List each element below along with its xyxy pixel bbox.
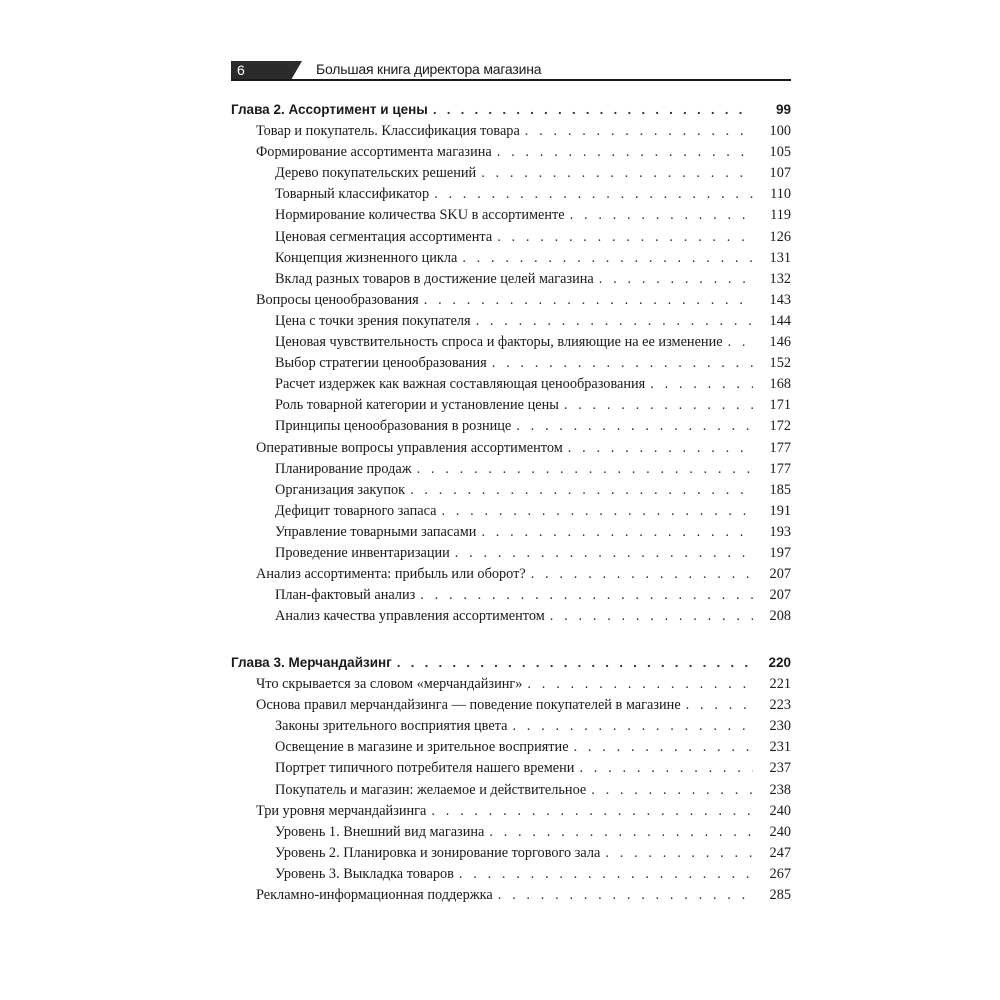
dot-leader [497, 229, 753, 246]
toc-entry-title: Вопросы ценообразования [256, 292, 424, 309]
toc-entry-title: Рекламно-информационная поддержка [256, 887, 498, 904]
toc-entry-title: Концепция жизненного цикла [275, 250, 462, 267]
toc-entry-page: 143 [769, 291, 791, 308]
toc-entry-page: 171 [769, 397, 791, 414]
toc-entry-page: 110 [770, 186, 791, 203]
toc-entry-page: 221 [769, 676, 791, 693]
toc-entry-title: Планирование продаж [275, 461, 417, 478]
dot-leader [441, 503, 753, 520]
toc-entry-page: 105 [769, 144, 791, 161]
dot-leader [498, 887, 753, 904]
toc-section [231, 676, 791, 697]
toc-entry-title: Цена с точки зрения покупателя [275, 313, 476, 330]
dot-leader [579, 760, 753, 777]
dot-leader [650, 376, 753, 393]
toc-entry-page: 107 [769, 165, 791, 182]
toc-entry-title: Формирование ассортимента магазина [256, 144, 497, 161]
toc-subsection [231, 461, 791, 482]
dot-leader [728, 334, 753, 351]
dot-leader [605, 845, 753, 862]
dot-leader [527, 676, 753, 693]
toc-section [231, 292, 791, 313]
toc-entry-title: Управление товарными запасами [275, 524, 481, 541]
toc-entry-page: 197 [769, 544, 791, 561]
toc-entry-page: 267 [769, 865, 791, 882]
dot-leader [591, 782, 753, 799]
dot-leader [599, 271, 753, 288]
toc-subsection [231, 545, 791, 566]
toc-section [231, 697, 791, 718]
toc-entry-title: Три уровня мерчандайзинга [256, 803, 431, 820]
toc-subsection [231, 355, 791, 376]
toc-entry-title: Проведение инвентаризации [275, 545, 455, 562]
toc-subsection [231, 207, 791, 228]
toc-entry-title: Покупатель и магазин: желаемое и действительное [275, 782, 591, 799]
toc-entry-title: Товарный классификатор [275, 186, 434, 203]
toc-section [231, 144, 791, 165]
toc-entry-page: 146 [769, 334, 791, 351]
dot-leader [433, 102, 753, 117]
toc-subsection [231, 587, 791, 608]
toc-entry-page: 152 [769, 355, 791, 372]
toc-subsection [231, 186, 791, 207]
toc-entry-page: 230 [769, 718, 791, 735]
toc-entry-title: Глава 2. Ассортимент и цены [231, 102, 433, 117]
dot-leader [574, 739, 753, 756]
toc-subsection [231, 608, 791, 629]
toc-entry-page: 220 [768, 655, 791, 670]
toc-subsection [231, 397, 791, 418]
toc-entry-title: Дерево покупательских решений [275, 165, 481, 182]
toc-entry-page: 223 [769, 697, 791, 714]
toc-entry-page: 191 [769, 502, 791, 519]
toc-entry-page: 208 [769, 608, 791, 625]
page-header [231, 61, 791, 81]
toc-entry-page: 240 [769, 823, 791, 840]
toc-entry-title: Роль товарной категории и установление цены [275, 397, 564, 414]
dot-leader [420, 587, 753, 604]
toc-subsection [231, 782, 791, 803]
toc-subsection [231, 229, 791, 250]
toc-entry-title: Оперативные вопросы управления ассортиментом [256, 440, 568, 457]
dot-leader [489, 824, 753, 841]
toc-subsection [231, 845, 791, 866]
toc-entry-page: 207 [769, 587, 791, 604]
toc-subsection [231, 503, 791, 524]
dot-leader [497, 144, 753, 161]
toc-entry-title: Анализ качества управления ассортиментом [275, 608, 550, 625]
toc-subsection [231, 271, 791, 292]
toc-entry-title: Организация закупок [275, 482, 410, 499]
toc-subsection [231, 482, 791, 503]
toc-section [231, 123, 791, 144]
dot-leader [462, 250, 753, 267]
dot-leader [459, 866, 753, 883]
toc-entry-title: Товар и покупатель. Классификация товара [256, 123, 525, 140]
toc-entry-page: 126 [769, 228, 791, 245]
toc-entry-title: Основа правил мерчандайзинга — поведение покупателей в магазине [256, 697, 686, 714]
toc-entry-title: Ценовая чувствительность спроса и факторы, влияющие на ее изменение [275, 334, 728, 351]
toc-entry-page: 207 [769, 566, 791, 583]
toc-subsection [231, 376, 791, 397]
toc-section [231, 440, 791, 461]
toc-section [231, 566, 791, 587]
toc-entry-title: Освещение в магазине и зрительное восприятие [275, 739, 574, 756]
toc-entry-title: Глава 3. Мерчандайзинг [231, 655, 397, 670]
toc-entry-title: Уровень 2. Планировка и зонирование торгового зала [275, 845, 605, 862]
toc-subsection [231, 760, 791, 781]
toc-entry-title: Что скрывается за словом «мерчандайзинг» [256, 676, 527, 693]
toc-subsection [231, 866, 791, 887]
toc-chapter-3 [231, 655, 791, 908]
toc-entry-title: Нормирование количества SKU в ассортименте [275, 207, 570, 224]
toc-subsection [231, 250, 791, 271]
dot-leader [476, 313, 753, 330]
running-title: Большая книга директора магазина [316, 61, 542, 77]
toc-entry-title: Принципы ценообразования в рознице [275, 418, 516, 435]
toc-entry-page: 99 [775, 102, 791, 117]
toc-entry-title: Вклад разных товаров в достижение целей магазина [275, 271, 599, 288]
dot-leader [397, 655, 753, 670]
toc-section [231, 887, 791, 908]
toc-subsection [231, 165, 791, 186]
toc-entry-page: 119 [770, 207, 791, 224]
dot-leader [564, 397, 753, 414]
toc-entry-title: Уровень 3. Выкладка товаров [275, 866, 459, 883]
toc-entry-page: 237 [769, 760, 791, 777]
toc-entry-title: Уровень 1. Внешний вид магазина [275, 824, 489, 841]
toc-entry-page: 193 [769, 523, 791, 540]
toc-entry-page: 100 [769, 123, 791, 140]
header-rule [231, 79, 791, 81]
toc-entry-page: 131 [769, 249, 791, 266]
dot-leader [424, 292, 753, 309]
dot-leader [570, 207, 753, 224]
toc-entry-page: 177 [769, 460, 791, 477]
toc-entry-title: Законы зрительного восприятия цвета [275, 718, 512, 735]
toc-entry-title: Дефицит товарного запаса [275, 503, 441, 520]
toc-entry-page: 247 [769, 844, 791, 861]
chapter-heading [231, 102, 791, 123]
toc-entry-title: План-фактовый анализ [275, 587, 420, 604]
toc-subsection [231, 739, 791, 760]
dot-leader [431, 803, 753, 820]
dot-leader [516, 418, 753, 435]
toc-entry-title: Ценовая сегментация ассортимента [275, 229, 497, 246]
dot-leader [434, 186, 753, 203]
dot-leader [492, 355, 753, 372]
toc-entry-title: Выбор стратегии ценообразования [275, 355, 492, 372]
toc-entry-page: 231 [769, 739, 791, 756]
dot-leader [417, 461, 753, 478]
dot-leader [531, 566, 753, 583]
toc-entry-page: 144 [769, 312, 791, 329]
dot-leader [410, 482, 753, 499]
toc-subsection [231, 524, 791, 545]
toc-entry-page: 172 [769, 418, 791, 435]
toc-subsection [231, 418, 791, 439]
toc-entry-page: 285 [769, 887, 791, 904]
toc-entry-title: Портрет типичного потребителя нашего времени [275, 760, 579, 777]
toc-entry-title: Анализ ассортимента: прибыль или оборот? [256, 566, 531, 583]
dot-leader [568, 440, 753, 457]
toc-entry-title: Расчет издержек как важная составляющая ценообразования [275, 376, 650, 393]
toc-subsection [231, 718, 791, 739]
toc-chapter-2 [231, 102, 791, 629]
page-number: 6 [231, 61, 291, 80]
toc-entry-page: 132 [769, 270, 791, 287]
toc-entry-page: 185 [769, 481, 791, 498]
dot-leader [481, 524, 753, 541]
toc-entry-page: 168 [769, 376, 791, 393]
dot-leader [512, 718, 753, 735]
toc-subsection [231, 334, 791, 355]
toc-entry-page: 177 [769, 439, 791, 456]
dot-leader [455, 545, 753, 562]
chapter-heading [231, 655, 791, 676]
toc-subsection [231, 824, 791, 845]
toc-subsection [231, 313, 791, 334]
dot-leader [550, 608, 753, 625]
toc-section [231, 803, 791, 824]
toc-entry-page: 240 [769, 802, 791, 819]
dot-leader [481, 165, 753, 182]
dot-leader [686, 697, 753, 714]
dot-leader [525, 123, 753, 140]
toc-entry-page: 238 [769, 781, 791, 798]
